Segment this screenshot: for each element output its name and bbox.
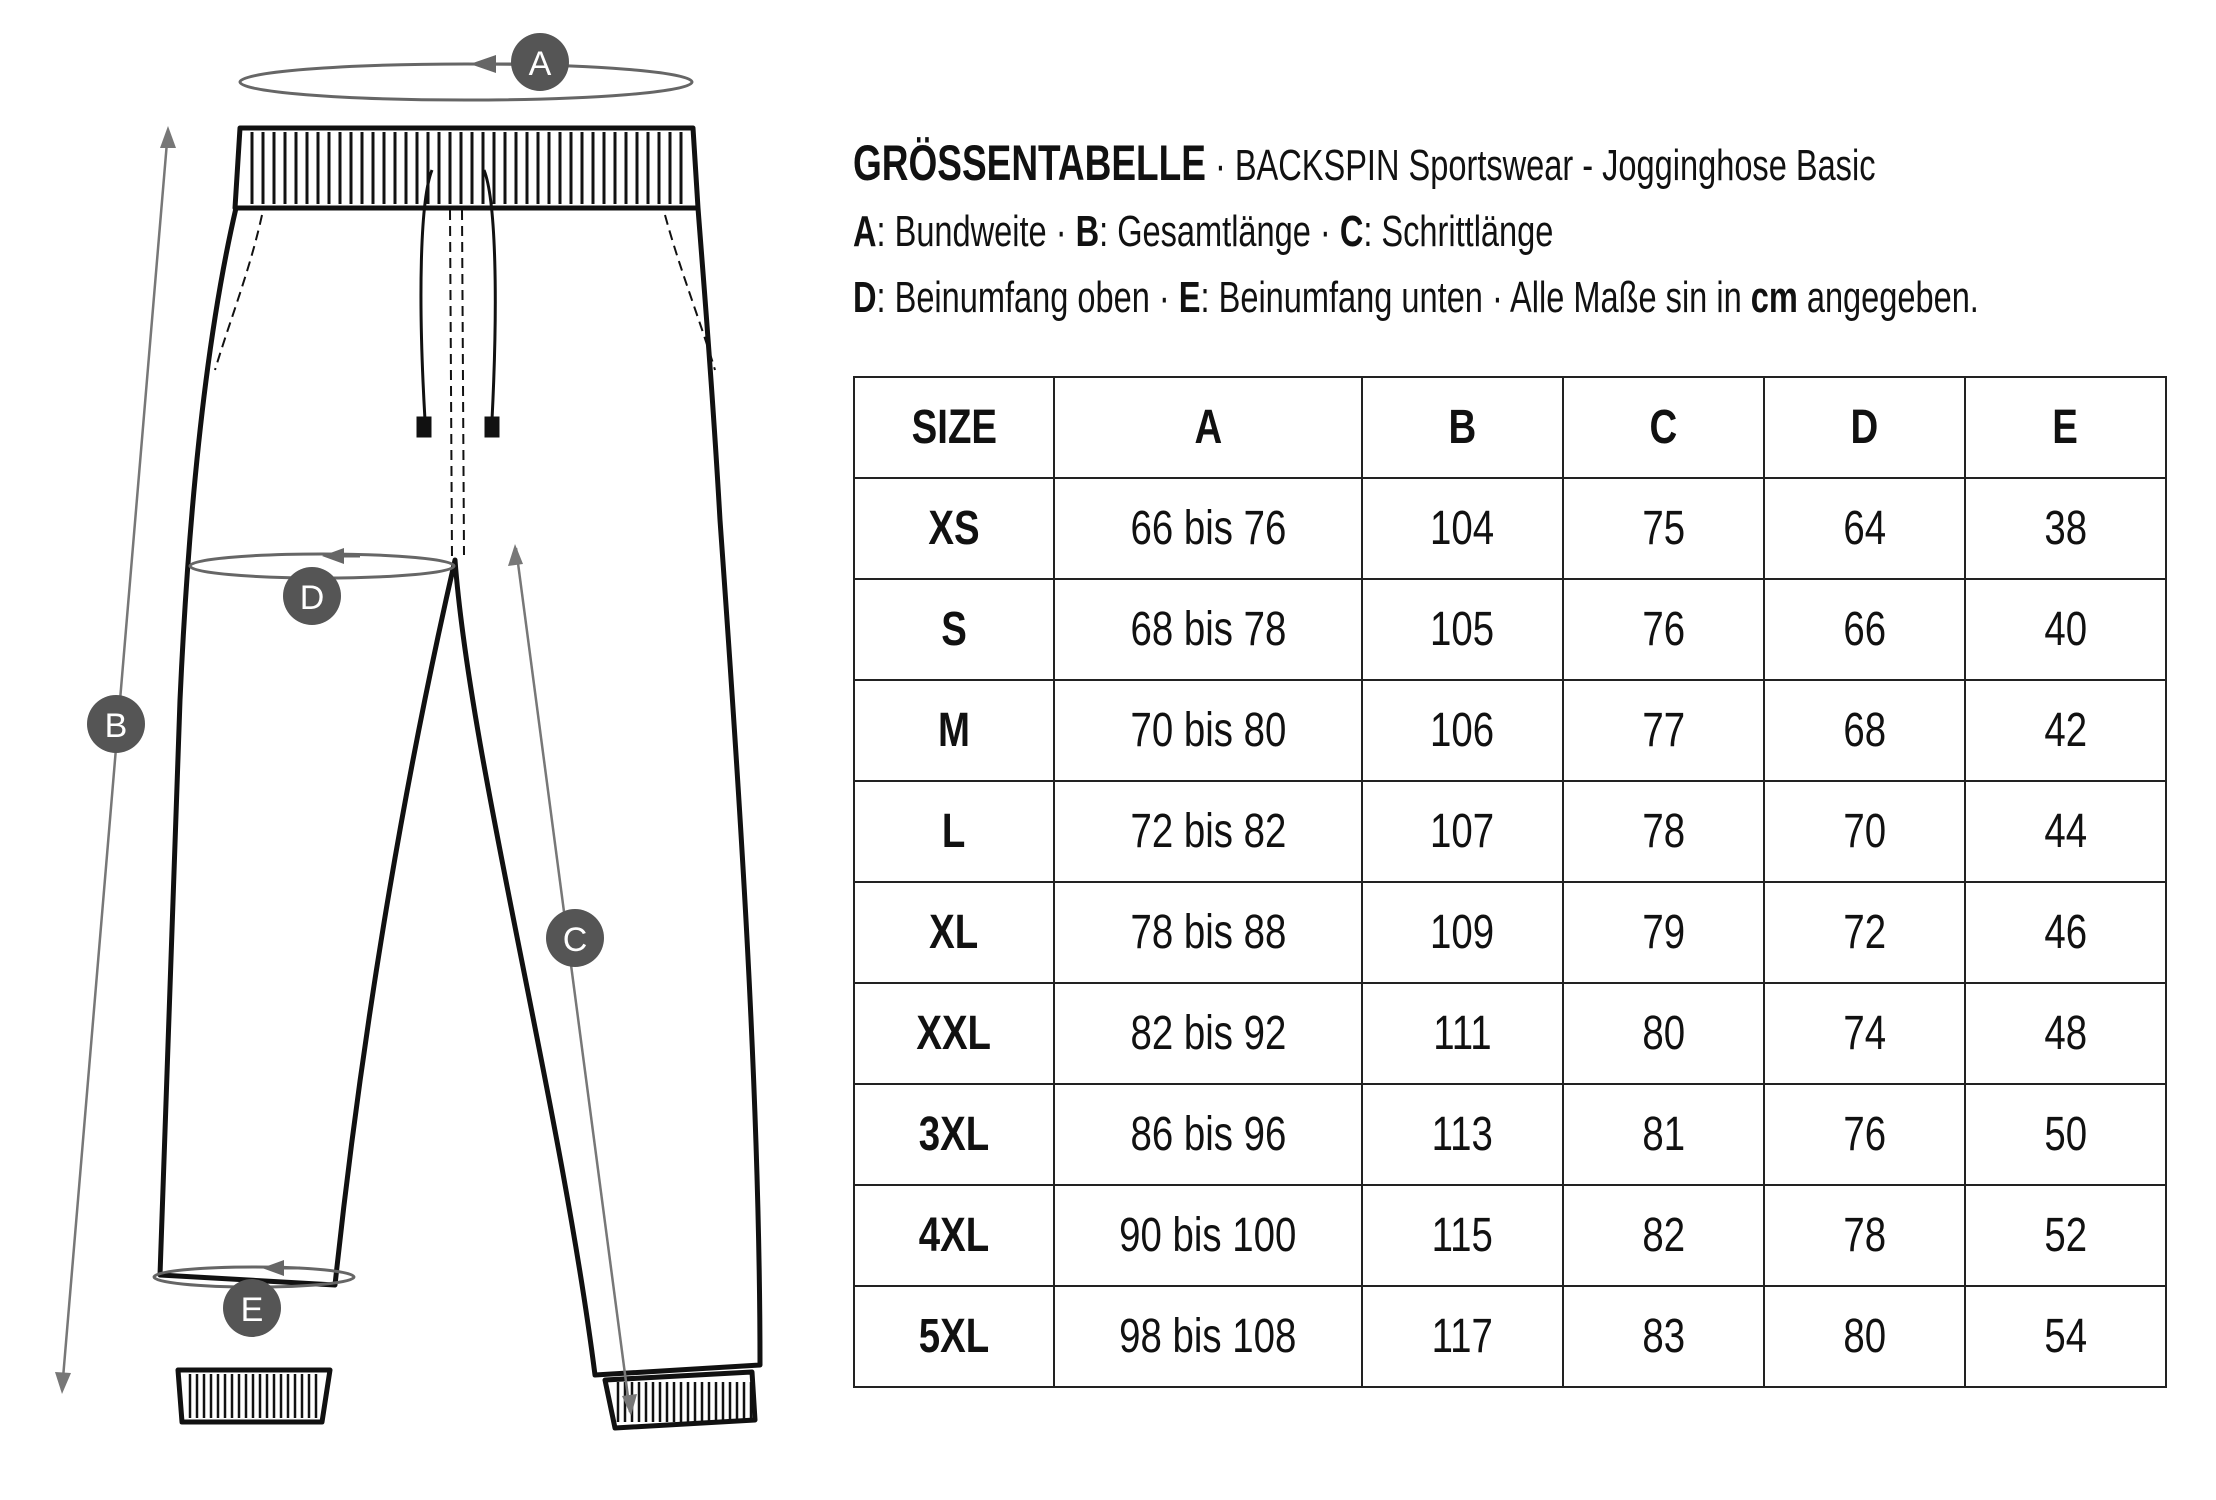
cell-size: 4XL	[854, 1185, 1054, 1286]
legend-key-a: A	[853, 207, 877, 256]
table-row	[854, 478, 2166, 579]
cell-e: 42	[1965, 680, 2166, 781]
size-table	[853, 376, 2167, 1388]
svg-text:E: E	[240, 1291, 264, 1329]
cell-size: S	[854, 579, 1054, 680]
cell-c: 80	[1563, 983, 1764, 1084]
cell-e: 46	[1965, 882, 2166, 983]
unit-cm: cm	[1750, 273, 1798, 322]
legend-text-c: : Schrittlänge	[1363, 207, 1554, 256]
cell-a: 82 bis 92	[1054, 983, 1362, 1084]
cell-d: 76	[1764, 1084, 1965, 1185]
cell-a: 90 bis 100	[1054, 1185, 1362, 1286]
cuff-ribs	[190, 1374, 751, 1422]
cell-a: 68 bis 78	[1054, 579, 1362, 680]
cell-a: 86 bis 96	[1054, 1084, 1362, 1185]
table-row	[854, 882, 2166, 983]
svg-text:A: A	[528, 45, 552, 83]
cell-b: 105	[1362, 579, 1563, 680]
legend-text-end: angegeben.	[1797, 273, 1979, 322]
cell-e: 44	[1965, 781, 2166, 882]
legend-key-e: E	[1178, 273, 1201, 322]
legend-key-d: D	[853, 273, 877, 322]
table-header-row	[854, 377, 2166, 478]
table-row	[854, 1185, 2166, 1286]
svg-text:C: C	[562, 921, 588, 959]
measure-b	[55, 126, 176, 1394]
cell-b: 104	[1362, 478, 1563, 579]
heading-line-1	[853, 130, 2192, 199]
cell-d: 70	[1764, 781, 1965, 882]
marker-e	[223, 1279, 281, 1337]
cell-e: 50	[1965, 1084, 2166, 1185]
cell-d: 64	[1764, 478, 1965, 579]
pocket-seams	[215, 215, 715, 370]
svg-text:D: D	[299, 579, 325, 617]
table-row	[854, 1084, 2166, 1185]
cell-c: 75	[1563, 478, 1764, 579]
cell-b: 111	[1362, 983, 1563, 1084]
cell-size: L	[854, 781, 1054, 882]
heading-title: GRÖSSENTABELLE	[853, 135, 1206, 191]
cell-b: 113	[1362, 1084, 1563, 1185]
cell-c: 79	[1563, 882, 1764, 983]
heading-line-3	[853, 265, 2192, 331]
cell-a: 78 bis 88	[1054, 882, 1362, 983]
cell-b: 117	[1362, 1286, 1563, 1387]
cell-e: 40	[1965, 579, 2166, 680]
header-d: D	[1764, 377, 1965, 478]
cell-c: 82	[1563, 1185, 1764, 1286]
cell-e: 38	[1965, 478, 2166, 579]
cell-d: 72	[1764, 882, 1965, 983]
cell-d: 74	[1764, 983, 1965, 1084]
cell-a: 70 bis 80	[1054, 680, 1362, 781]
cell-c: 76	[1563, 579, 1764, 680]
pants-diagram	[0, 0, 840, 1500]
cell-size: XL	[854, 882, 1054, 983]
cell-a: 72 bis 82	[1054, 781, 1362, 882]
table-row	[854, 781, 2166, 882]
cell-a: 66 bis 76	[1054, 478, 1362, 579]
marker-c	[546, 909, 604, 967]
waistband-ribs	[252, 132, 681, 204]
legend-key-c: C	[1339, 207, 1364, 256]
cell-c: 83	[1563, 1286, 1764, 1387]
cell-size: XS	[854, 478, 1054, 579]
cell-size: XXL	[854, 983, 1054, 1084]
table-row	[854, 680, 2166, 781]
table-row	[854, 983, 2166, 1084]
cell-e: 48	[1965, 983, 2166, 1084]
header-a: A	[1054, 377, 1362, 478]
table-row	[854, 1286, 2166, 1387]
cell-size: M	[854, 680, 1054, 781]
size-chart-heading	[853, 130, 2192, 331]
cell-c: 78	[1563, 781, 1764, 882]
legend-text-b: : Gesamtlänge ·	[1099, 207, 1340, 256]
cell-b: 115	[1362, 1185, 1563, 1286]
cell-b: 109	[1362, 882, 1563, 983]
cell-d: 80	[1764, 1286, 1965, 1387]
legend-text-d: : Beinumfang oben ·	[876, 273, 1179, 322]
marker-a	[511, 33, 569, 91]
pants-outline	[160, 128, 760, 1428]
cell-d: 66	[1764, 579, 1965, 680]
cell-d: 78	[1764, 1185, 1965, 1286]
cell-d: 68	[1764, 680, 1965, 781]
cell-a: 98 bis 108	[1054, 1286, 1362, 1387]
cell-b: 107	[1362, 781, 1563, 882]
cell-c: 81	[1563, 1084, 1764, 1185]
table-row	[854, 579, 2166, 680]
cell-size: 5XL	[854, 1286, 1054, 1387]
svg-text:B: B	[104, 707, 128, 745]
legend-text-a: : Bundweite ·	[876, 207, 1076, 256]
heading-line-2	[853, 199, 2192, 265]
header-e: E	[1965, 377, 2166, 478]
marker-d	[283, 567, 341, 625]
cell-b: 106	[1362, 680, 1563, 781]
header-b: B	[1362, 377, 1563, 478]
cell-size: 3XL	[854, 1084, 1054, 1185]
cell-e: 52	[1965, 1185, 2166, 1286]
header-c: C	[1563, 377, 1764, 478]
marker-b	[87, 695, 145, 753]
cell-c: 77	[1563, 680, 1764, 781]
legend-key-b: B	[1075, 207, 1100, 256]
header-size: SIZE	[854, 377, 1054, 478]
legend-text-e: : Beinumfang unten · Alle Maße sin in	[1200, 273, 1751, 322]
cell-e: 54	[1965, 1286, 2166, 1387]
measure-a	[240, 55, 692, 100]
heading-subtitle: · BACKSPIN Sportswear - Jogginghose Basic	[1205, 141, 1876, 190]
fly-seam	[450, 210, 464, 560]
